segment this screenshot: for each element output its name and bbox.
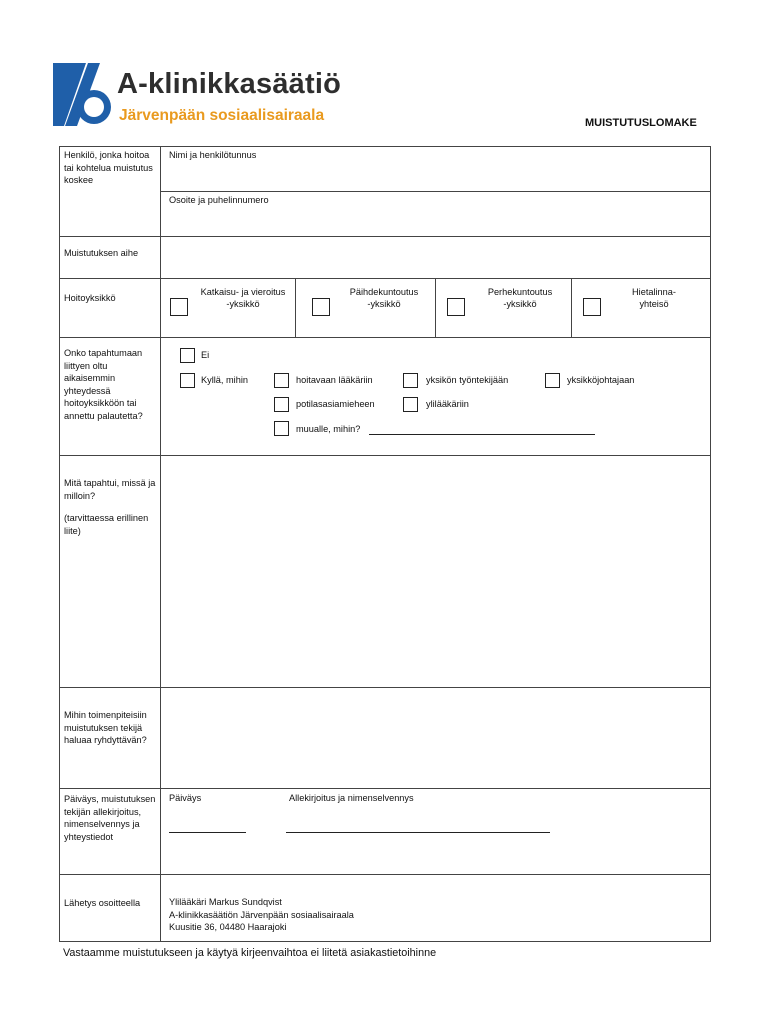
what-happened-label: Mitä tapahtui, missä ja milloin? xyxy=(64,478,156,501)
subject-label: Muistutuksen aihe xyxy=(60,237,161,279)
target-other-input[interactable] xyxy=(369,434,595,435)
target-chief-physician-label: ylilääkäriin xyxy=(426,399,469,409)
what-happened-note: (tarvittaessa erillinen liite) xyxy=(64,513,149,536)
measures-field[interactable] xyxy=(161,688,711,789)
target-patient-ombudsman-label: potilasasiamieheen xyxy=(296,399,375,409)
logo-subtitle: Järvenpään sosiaalisairaala xyxy=(119,107,325,124)
measures-label: Mihin toimenpiteisiin muistutuksen tekijä haluaa ryhdyttävän? xyxy=(60,688,161,789)
prior-contact-yes-label: Kyllä, mihin xyxy=(201,375,248,385)
prior-contact-yes-checkbox[interactable] xyxy=(180,373,195,388)
signature-label: Päiväys, muistutuksen tekijän allekirjoitus, nimenselvennys ja yhteystiedot xyxy=(60,789,161,875)
prior-contact-no-label: Ei xyxy=(201,350,210,360)
unit-options xyxy=(161,279,711,338)
unit-option-checkbox-2[interactable] xyxy=(312,298,330,316)
unit-option-checkbox-3[interactable] xyxy=(447,298,465,316)
prior-contact-label: Onko tapahtumaan liittyen oltu aikaisemmin yhteydessä hoitoyksikköön tai annettu palautetta? xyxy=(60,338,161,456)
unit-option-label-2: Päihdekuntoutus -yksikkö xyxy=(349,287,419,309)
target-other-label: muualle, mihin? xyxy=(296,424,361,434)
target-doctor-checkbox[interactable] xyxy=(274,373,289,388)
target-employee-label: yksikön työntekijään xyxy=(426,375,509,385)
send-address-lines xyxy=(169,896,354,934)
date-input[interactable] xyxy=(169,832,246,833)
subject-field[interactable] xyxy=(161,237,711,279)
what-happened-label-cell xyxy=(60,456,161,688)
person-label: Henkilö, jonka hoitoa tai kohtelua muistutus koskee xyxy=(60,147,161,237)
signature-input[interactable] xyxy=(286,832,550,833)
unit-option-checkbox-4[interactable] xyxy=(583,298,601,316)
signature-fields xyxy=(161,789,711,875)
target-other-checkbox[interactable] xyxy=(274,421,289,436)
document-title: MUISTUTUSLOMAKE xyxy=(585,117,697,129)
unit-option-label-4: Hietalinna- yhteisö xyxy=(632,287,676,309)
target-unit-head-checkbox[interactable] xyxy=(545,373,560,388)
send-address-line-3: Kuusitie 36, 04480 Haarajoki xyxy=(169,922,287,932)
send-address xyxy=(161,875,711,942)
unit-option-label-3: Perhekuntoutus -yksikkö xyxy=(487,287,553,309)
unit-option-checkbox-1[interactable] xyxy=(170,298,188,316)
target-unit-head-label: yksikköjohtajaan xyxy=(567,375,635,385)
target-doctor-label: hoitavaan lääkäriin xyxy=(296,375,373,385)
target-patient-ombudsman-checkbox[interactable] xyxy=(274,397,289,412)
target-employee-checkbox[interactable] xyxy=(403,373,418,388)
signature-name-label: Allekirjoitus ja nimenselvennys xyxy=(289,793,414,803)
prior-contact-no-checkbox[interactable] xyxy=(180,348,195,363)
date-label: Päiväys xyxy=(169,793,202,803)
send-label: Lähetys osoitteella xyxy=(60,875,161,942)
address-field[interactable] xyxy=(161,192,710,236)
target-chief-physician-checkbox[interactable] xyxy=(403,397,418,412)
name-field-label: Nimi ja henkilötunnus xyxy=(169,150,257,160)
what-happened-field[interactable] xyxy=(161,456,711,688)
logo-name: A-klinikkasäätiö xyxy=(117,68,342,100)
unit-option-label-1: Katkaisu- ja vieroitus -yksikkö xyxy=(200,287,286,309)
logo-mark-icon xyxy=(50,60,116,128)
address-field-label: Osoite ja puhelinnumero xyxy=(169,195,269,205)
send-address-line-2: A-klinikkasäätiön Järvenpään sosiaalisairaala xyxy=(169,909,354,920)
unit-label: Hoitoyksikkö xyxy=(60,279,161,338)
person-fields xyxy=(161,147,711,237)
complaint-form xyxy=(59,146,711,942)
prior-contact-options xyxy=(161,338,711,456)
name-field[interactable] xyxy=(161,147,710,191)
footer-note: Vastaamme muistutukseen ja käytyä kirjeenvaihtoa ei liitetä asiakastietoihinne xyxy=(63,947,437,959)
send-address-line-1: Ylilääkäri Markus Sundqvist xyxy=(169,897,282,907)
logo xyxy=(50,60,340,132)
